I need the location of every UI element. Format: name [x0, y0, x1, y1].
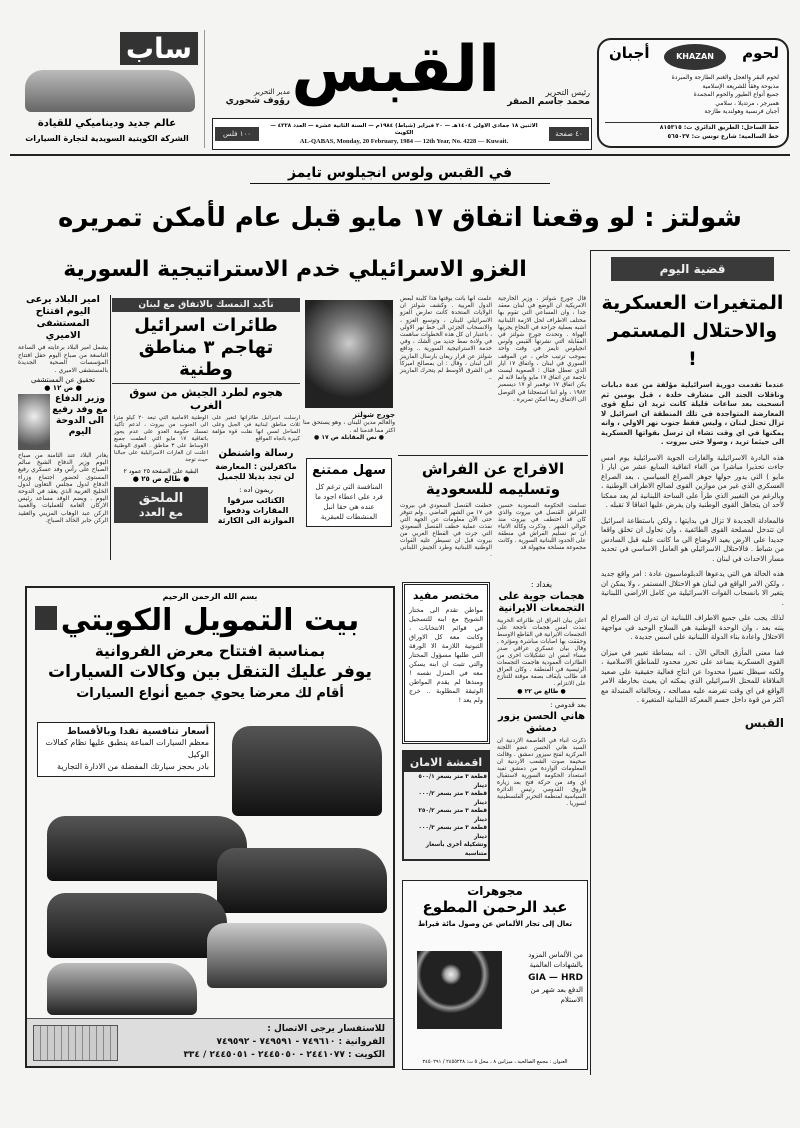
raymond-quote: الكتائب سرقوا المقارات ودفعوا الموازنة الى الكارثة — [217, 496, 295, 525]
car-image — [217, 848, 387, 913]
jewel-line-3: من الألماس المزود بالشهادات العالمية — [528, 951, 583, 969]
khazan-logo: KHAZAN — [664, 44, 726, 70]
lebanon-subhead: هجوم لطرد الجيش من سوق الغرب — [112, 383, 300, 412]
editorial-headline: المتغيرات العسكرية والاحتلال المستمر ! — [601, 292, 784, 370]
hani-text: ذكرت انباء في العاصمة الاردنية ان السيد هاني الحسن عضو اللجنة المركزية لفتح سيزور دمشق . وقالت صحيفة صوت الشعب الاردنية ان المعلومات الواردة من دمشق تفيد استعداد الحكومة السورية لاستقبال اي وفد من حركة فتح بعد زيارة فاروق القدومي رئيس الدائرة السياسية لمنظمة التحرير الفلسطينية لسوريا . — [497, 738, 586, 807]
managing-editor — [210, 88, 290, 106]
editor-in-chief-name: محمد جاسم الصقر — [507, 97, 590, 107]
shultz-photo — [305, 300, 393, 408]
baghdad-text: اعلن بيان العراق ان طائراته الحربية نفذت امس هجمات ناجحة على التجمعات الايرانية في القاطع الاوسط وحققت بها اصابات مباشرة ومؤثرة . وقال بيان عسكري عراقي صدر مساء امس ان تشكيلات اخرى من الطائرات العمودية هاجمت التجمعات الرئيسية في المنطقة . وكان العراق قد طالب بايقاف بصفة موقتة للتنازع على الانتزام . — [497, 618, 586, 687]
khazan-phones — [605, 122, 779, 141]
sahl-text: المنافسة التي ترغم كل فرد على اعطاء اجود ما عنده هي حقا انبل المنشطات للعبقرية — [315, 483, 383, 521]
kfh-contact-label: للاستفسار يرجى الاتصال : — [267, 1024, 385, 1034]
baghdad-column — [497, 580, 586, 808]
editor-in-chief — [500, 88, 590, 107]
khazan-title-left: لحوم — [742, 44, 779, 62]
main-headline: شولتز : لو وقعنا اتفاق ١٧ مايو قبل عام لأمكن تمريره — [58, 203, 742, 233]
qaddoumi-dateline: بعد قدومي : — [497, 698, 586, 709]
release-headline: الافراج عن الفراش وتسليمه للسعودية — [421, 460, 565, 498]
shultz-column-1: قال جورج شولتز ، وزير الخارجية الامريكية ان الوضع في لبنان معقد جدا ، وان المساعي التي تقوم بها مختلف الاطراف لحل الازمة اللبنانية اشبه بعملية جراحة في النخاع يجريها الهواة . وتحدث جورج شولتز في المقابلة التي نشرتها القبس ولوس انجيلوس تايمز في وقت واحد بموجب ترتيب خاص ، عن الموقف السوري في لبنان ، واتفاق ١٧ ايار الذي تعطل فقال : الصعوبة ليست ناجمة عن اتفاق ١٧ مايو وانما لانه لم يكن اتفاق ١٧ نوفمبر او ١٧ ديسمبر ١٩٨٢ ، ولو اننا استعجلنا في التوصل الى الاتفاق ربما امكن تمريره . — [498, 296, 586, 403]
release-column-2: خطفت القنصل السعودي في بيروت في ١٧ من الشهر الماضي . ولم تتوفر حتى الآن معلومات عن الجهة التي نفذت عملية خطف القنصل السعودي التي جرت في القطاع الغربي من بيروت قبل ان تسيطر عليه القوات الوطنية اللبنانية وطرد الجيش اللبناني . — [400, 503, 492, 558]
khazan-item: جميع أنواع الطيور والحوم المجمدة — [693, 91, 779, 98]
supplement-box — [114, 487, 208, 523]
khazan-title-right: أجبان — [609, 44, 650, 62]
saab-slogan: عالم جديد وديناميكي للقيادة — [37, 118, 177, 129]
editor-in-chief-label: رئيس التحرير — [545, 88, 590, 97]
amir-story — [18, 294, 108, 524]
kfh-basmala: بسم الله الرحمن الرحيم — [162, 592, 258, 601]
managing-editor-label: مدير التحرير — [254, 88, 290, 96]
kfh-kuwait-phones: الكويت : ٢٤٤١٠٧٧ - ٢٤٤٥٠٥٠ - ٢٤٤٥٠٥١ / ٣٣٤ — [183, 1050, 385, 1060]
hani-headline: هاني الحسن يزور دمشق — [497, 711, 586, 734]
editorial-column — [590, 250, 790, 1075]
washington-sub: ماكفرلين : المعارضة لن تجد بديلا للجميل — [215, 462, 297, 481]
jewel-brand: عبد الرحمن المطوع — [422, 898, 568, 916]
aman-price-row: قطعة ٣ متر بسعر ٠٠٠/٢ دينار — [418, 791, 487, 806]
kfh-promo-2: معظم السيارات المباعة ينطبق عليها نظام كفالات الوكيل — [45, 738, 209, 759]
khazan-phone-2: خط السالمية: شارع تونس ت: ٥٦٥٠٣٧ — [667, 133, 779, 140]
sahl-title: سهل ممتنع — [312, 463, 386, 478]
baghdad-continued: ● طالع ص ٢٢ ● — [517, 688, 566, 695]
editorial-banner: قضية اليوم — [611, 257, 774, 281]
khazan-phone-1: خط الساحل: الطريق الدائري ت: ٨١٥٣١٥ — [659, 124, 779, 131]
jewel-address: العنوان : مجمع الصالحية ، ميزانين ٨ ، محل ٥ ت: ٢٤٥٥٢٢٨ / ٢٤٥٠٢٩١ — [422, 1059, 568, 1065]
kfh-promo-1: أسعار تنافسية نقدا وبالأقساط — [66, 726, 209, 737]
date-english: AL-QABAS, Monday, 20 February, 1984 — 12th Year, No. 4228 — Kuwait. — [299, 137, 509, 145]
saab-brand: ساب — [120, 32, 198, 65]
car-image — [207, 923, 387, 988]
jewel-line-4: الدفع بعد شهر من الاستلام — [530, 986, 583, 1004]
defense-text: يغادر البلاد عند الثامنة من صباح اليوم وزير الدفاع الشيخ سالم الصباح على رأس وفد عسكري رفيع المستوى لحضور اجتماع وزراء الدفاع لدول مجلس التعاون لدول الخليج العربية الذي يعقد في الدوحة اليوم . ويضم الوفد مساعد رئيس الاركان العامة للعمليات والعميد الركن عبد الوهاب المزيني والعقيد الركن جابر الخالد الصباح. — [18, 452, 108, 524]
sub-headline: الغزو الاسرائيلي خدم الاستراتيجية السورية — [63, 257, 527, 282]
date-arabic: الاثنين ١٨ جمادى الاولى ١٤٠٤هـ — ٢٠ فبراير (شباط) ١٩٨٤م — السنة الثانية عشرة — العدد ٤٢٢٨ — الكويت — [270, 122, 538, 136]
saab-ad — [10, 30, 205, 148]
editorial-paragraph: لذلك يجب على جميع الاطراف اللبنانية ان تدرك ان الصراع لم ينته بعد ، وان الوحدة الوطنية هي السلاح الوحيد في مواجهة الاحتلال واعادة بناء الدولة اللبنانية على اسس جديدة . — [601, 614, 784, 641]
baghdad-headline: هجمات جوية على التجمعات الايرانية — [498, 591, 585, 614]
mukhtasar-box — [402, 582, 490, 744]
defense-headline: وزير الدفاع مع وفد رفيع الى الدوحة اليوم — [52, 394, 108, 437]
jewel-cert: GIA — HRD — [528, 973, 583, 983]
supplement-title: مع العدد — [138, 506, 184, 519]
khazan-item: أجبان فرنسية وهولندية طازجة — [704, 108, 779, 115]
date-text — [262, 123, 546, 146]
sahl-mumtana-box — [306, 458, 392, 527]
kfh-map-icon — [33, 1025, 118, 1061]
kfh-line-3: أقام لك معرضا يحوي جميع أنواع السيارات — [76, 686, 344, 701]
aman-price-row: قطعة ٣ متر بسعر ٢٥٠/٢ دينار — [418, 808, 487, 823]
khazan-item: همبرجر ، مرتديلا ، سلامي — [715, 99, 779, 107]
aman-fabric-ad — [402, 750, 490, 861]
kfh-contact-strip — [27, 1018, 393, 1066]
editorial-paragraph: هذه الحالة هي التي يدعوها الدبلوماسيون عادة : امر واقع جديد ، ولكن الامر الواقع في لبنان هو الاحتلال المستمر ، ولا يمكن ان يتغير الا بانسحاب القوات الاسرائيلية من كامل الاراضي اللبنانية . — [601, 570, 784, 607]
managing-editor-name: رؤوف شحوري — [225, 96, 290, 106]
editorial-paragraph: فما معنى المأزق الحالي الآن . انه ببساطة تغيير في ميزان القوى العسكرية يساعد على تحرر محدود للمناطق الاسلامية ، ولكنه سيظل تغييرا محدودا عن انتاج فعالية حقيقية على صعيد الملاقاة للمحتل الاسرائيلي الذي يمكنه ان يعيث بخارطة الامر الواقع في اي وقت تفرضه عليه مصالحه ، وتحالفاته المتبدلة مع اكثر من قوة داخل جسم المعركة اللبنانية المتغيرة . — [601, 648, 784, 704]
kfh-line-1: بمناسبة افتتاح معرض الفروانية — [94, 642, 326, 660]
kfh-line-2: يوفر عليك التنقل بين وكالات السيارات — [48, 662, 372, 682]
raymond-label: ريمون اده : — [239, 486, 273, 494]
newspaper-logo: القبس — [291, 33, 500, 107]
kfh-contact — [123, 1023, 385, 1062]
editorial-paragraph: فالمعادلة الجديدة لا تزال في بدايتها ، ولكن باستطاعة اسرائيل ان تتدخل لمصلحة القوى الطائفية ، وان تحاول ان تخلق واقعا جديدا على الارض يعيد الاوضاع الى ما كانت عليه قبل السادس من شباط . فالاحتلال الاسرائيلي هو العامل الاساسي في تحديد مسار الاحداث في لبنان . — [601, 516, 784, 563]
amir-ref-label: تحقيق عن المستشفى — [30, 376, 95, 384]
editorial-paragraph: عندما تقدمت دورية اسرائيلية مؤلفة من عدة دبابات وناقلات الجند الى مشارف خلدة ، قبل يومين ثم انسحبت بعد ساعات قليلة كانت تريد ان تبلغ قوى المعارضة المتواجدة في تلك المنطقة ان اسرائيل لا تزال تحتل لبنان ، وليس فقط جنوب نهر الاولي ، وانه يمكنها في اي وقت تشاء ان ترسل بقواتها العسكرية الى حيثما تريد ، وصولا حتى بيروت . — [601, 381, 784, 446]
editorial-paragraph: هذه البادرة الاسرائيلية والغارات الجوية الاسرائيلية يوم امس جاءت تحذيرا مباشرا من الغاء اتفاقية السابع عشر من ايار ( مايو ) التي يدور حولها جوهر الصراع السياسي ، بعد الصراع العسكري الذي غير من موازين القوى لصالح الاطراف الوطنية ، وبالرغم من التغيير الذي طرأ على الساحة اللبنانية لم يعد ممكنا لأحد ان يتجاهل القوى الوطنية وان يفرض عليها اتفاقا لا تقبله . — [601, 453, 784, 509]
editorial-signature: القبس — [744, 715, 784, 730]
supplement-label: الملحق — [138, 491, 184, 506]
mukhtasar-text: مواطن تقدم الى مختار الشويخ مع ابنه للتسجيل في قوائم الانتخابات ، وكانت معه كل الاوراق الثبوتية اللازمة الا الورقة التي طلبها مسؤول المختار والتي تثبت ان ابنه يسكن معه في المنزل نفسه ! ومنذها لم يقدم المواطن الوثيقة المطلوبة .. خرج ولم يعد ! — [409, 606, 483, 704]
shultz-photo-caption: جورج شولتز — [352, 411, 395, 419]
kfh-promo-box — [37, 722, 215, 777]
baghdad-dateline: بغداد : — [530, 580, 553, 589]
lebanon-text-right: ارسلت اسرائيل طائراتها لتغير على ثلاث مناطق لبنانية في الجبل وعلى الساحل لمس انها نقلت قوة مؤلفة كبيرة باتجاه المواقع — [212, 415, 300, 442]
kfh-title: بيت التمويل الكويتي — [60, 603, 360, 638]
aman-price-row: قطعة ٣ متر بسعر ٥٠٠/١ دينار — [418, 774, 487, 789]
jewel-line-2: تعال إلى تجار الألماس عن وصول مائة قيراط — [418, 920, 572, 928]
kfh-promo-3: بادر بحجز سيارتك المفضلة من الادارة التجارية — [57, 762, 209, 771]
car-image — [47, 963, 197, 1015]
car-image — [47, 893, 227, 958]
release-column-1: تسلمت الحكومة السعودية حسين الفراش القنصل في بيروت والذي كان قد اختطف في بيروت منذ حوالي الشهر . وذكرت وكالة الانباء ان تم تسليم الفراش في منطقة على الحدود اللبنانية السورية . وكانت مجموعة مسلحة مجهولة قد — [498, 503, 586, 551]
date-bar — [212, 118, 592, 150]
kicker: في القبس ولوس انجيلوس تايمز — [250, 163, 550, 184]
amir-text: يشمل امير البلاد برعايته في الساعة التاسعة من صباح اليوم حفل افتتاح المؤسسات الصحية الجديدة بالمستشفى الاميري . — [18, 344, 108, 374]
kfh-logo-icon — [35, 606, 57, 630]
amir-headline: امير البلاد يرعى اليوم افتتاح المستشفى الاميري — [26, 294, 100, 341]
lebanon-continued: ● طالع ص ٢٥ ● — [132, 475, 190, 483]
shultz-column-2: علمت انها باتت بوقتها هذا كلبنة لبعض الدول العربية . وكشف شولتز ان الولايات المتحدة كانت تعارض الغزو الاسرائيلي للبنان ، وتوسيع الغزو ، والانسحاب الجزئي الى خط نهر الاولي ، باعتبار ان كل هذه الخطوات ساهمت في ولادة نمط جديد من الشك ، وفي خدمة الاستراتيجية السورية .. ودافع شولتز عن قرار ريغان بارسال المارينز الى لبنان ، وقال : ان بمصالح اميركا في الشرق الاوسط لم يتحرك المارينز .. — [400, 296, 492, 382]
khazan-ad — [597, 38, 789, 148]
aman-title: اقمشة الامان — [409, 756, 483, 769]
aman-price-list — [404, 772, 488, 859]
shultz-continued: ● نص المقابلة ص ١٧ ● — [313, 434, 384, 441]
kfh-farwaniya-phones: الفروانية : ٧٤٩٦١٠ - ٧٤٩٥٩١ - ٧٤٩٥٩٢ — [216, 1037, 385, 1047]
car-image — [232, 726, 382, 816]
kfh-ad — [25, 586, 395, 1068]
amir-ref-page: ● ص ١٢ ● — [44, 384, 82, 392]
lebanon-headline: طائرات اسرائيل تهاجم ٣ مناطق وطنية — [134, 315, 278, 380]
khazan-item: لحوم البقر والعجل والغنم الطازجة والمبردة — [671, 74, 779, 81]
mukhtasar-title: مختصر مفيد — [412, 589, 480, 602]
price-badge: ١٠٠ فلس — [215, 127, 259, 141]
shultz-caption-text: والعالم مدين للبنان ، وهو يستحق منا اكثر مما قدمنا له . — [303, 419, 395, 434]
khazan-item: مذبوحة وفقاً للشريعة الإسلامية — [702, 82, 779, 90]
lebanon-text-left: الوطنية الامامية التي تبعد ٢٠ كيلو مترا الى الجنوب من بيروت ، لدعم تأكيد تمسك حكومة العدو على عدم يجوز باتفاقية ١٧ مايو التي انطمت جميع الاوساط على ٣ مناطق . القوى الوطنية اعلنت ان الغارات الاسرائيلية على جبالنا حيث توجد — [114, 415, 208, 463]
lebanon-story — [112, 298, 300, 560]
lebanon-banner: تأكيد التمسك بالاتفاق مع لبنان — [112, 298, 300, 312]
diamond-image — [417, 951, 502, 1029]
khazan-items — [605, 74, 779, 117]
aman-price-row: قطعة ٣ متر بسعر ٠٠٠/٣ دينار — [418, 825, 487, 840]
jewel-right-text — [507, 951, 583, 1005]
washington-head: رسالة واشنطن — [218, 448, 294, 459]
lebanon-continued-note: البقية على الصفحة ٢٥ عمود ٢ — [123, 468, 199, 475]
shultz-caption-block — [303, 411, 395, 441]
jewelry-ad — [402, 880, 588, 1070]
saab-company: الشركة الكويتية السويدية لتجارة السيارات — [25, 134, 189, 143]
defense-minister-photo — [18, 394, 50, 450]
jewel-line-1: مجوهرات — [467, 884, 523, 898]
saab-car-image — [25, 70, 195, 112]
pages-badge: ٤٠ صفحة — [549, 127, 589, 141]
aman-footer: وتشكيلة أخرى بأسعار متناسبة — [425, 842, 487, 857]
